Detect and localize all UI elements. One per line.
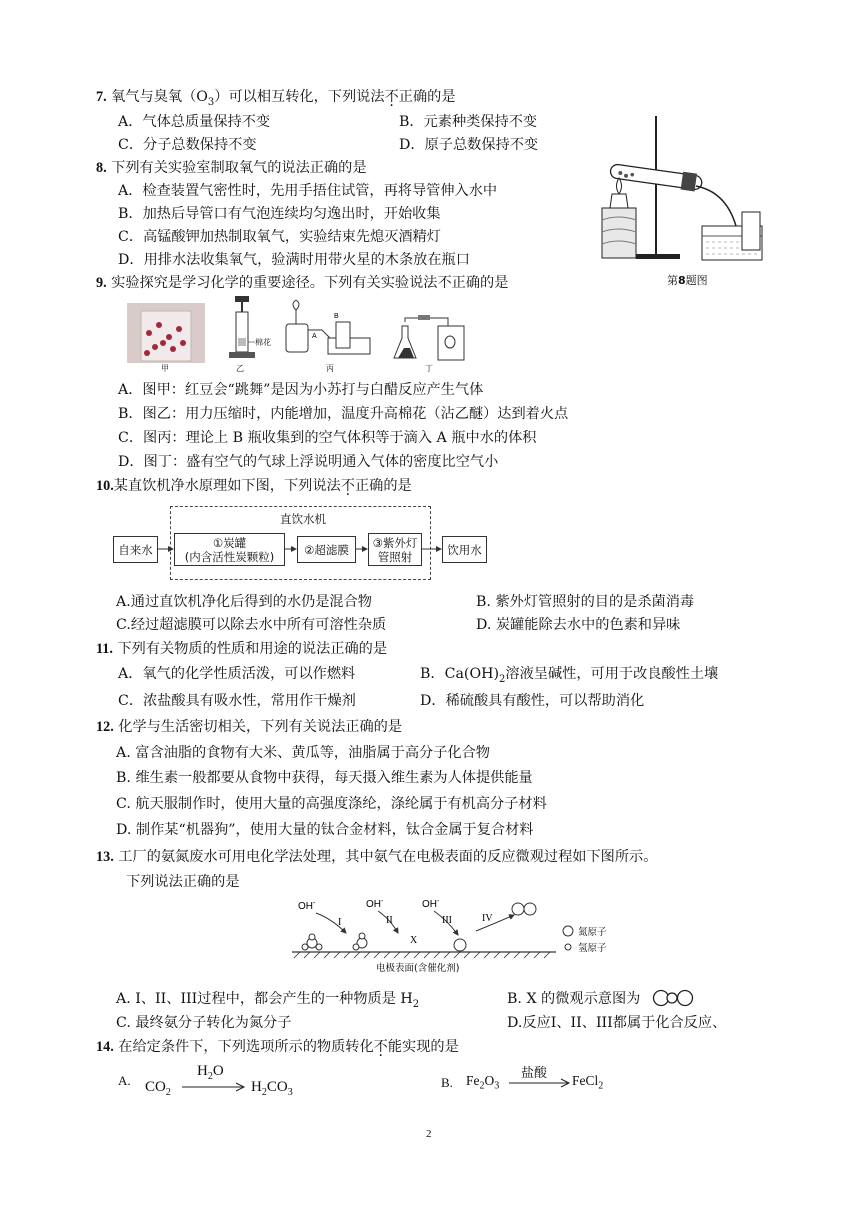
q12-option-d: D. 制作某“机器狗”，使用大量的钛合金材料，钛合金属于复合材料 [116,822,534,838]
q9-label-ding: 丁 [425,364,433,373]
q9-label-yi: 乙 [236,364,244,373]
q14-option-a-product: $H_2CO_3$ [251,1079,293,1098]
q11-stem: 11. 下列有关物质的性质和用途的说法正确的是 [96,641,388,657]
q10-flow-tap-water: 自来水 [113,536,158,563]
q7-option-c: C．分子总数保持不变 [118,137,257,153]
q13-option-d: D.反应I、II、III都属于化合反应、 [507,1015,727,1031]
q14-option-b-product: FeCl$_2$ [572,1073,604,1092]
q7-stem: 7. 氧气与臭氧$(O_3)$可以相互转化，下列说法不正确的是 [96,89,456,108]
q9-figure-yi [227,294,277,362]
q13-option-c: C. 最终氨分子转化为氮分子 [116,1015,292,1031]
q10-flow-arrows [158,543,448,555]
q12-option-c: C. 航天服制作时，使用大量的高强度涤纶，涤纶属于有机高分子材料 [116,796,547,812]
q9-stem: 9. 实验探究是学习化学的重要途径。下列有关实验说法不正确的是 [96,275,509,291]
q8-stem: 8. 下列有关实验室制取氧气的说法正确的是 [96,160,367,176]
q8-option-b: B．加热后导管口有气泡连续均匀逸出时，开始收集 [118,206,441,222]
q9-option-c: C．图丙：理论上 B 瓶收集到的空气体积等于滴入 A 瓶中水的体积 [118,430,537,446]
q14-stem: 14. 在给定条件下，下列选项所示的物质转化不能实现的是 [96,1039,459,1055]
q9-option-b: B．图乙：用力压缩时，内能增加，温度升高棉花（沾乙醚）达到着火点 [118,406,569,422]
q13-oh-2: OH- [366,898,384,910]
q14-option-b-arrow [509,1078,571,1088]
q12-stem: 12. 化学与生活密切相关，下列有关说法正确的是 [96,719,403,735]
q14-option-a-label: A. [118,1073,131,1088]
q9-label-cotton: 棉花 [255,338,271,347]
q13-oh-3: OH- [422,898,440,910]
q14-option-b-label: B. [441,1075,453,1090]
q9-label-bottle-a: A [312,333,317,340]
q8-option-d: D．用排水法收集氧气，验满时用带火星的木条放在瓶口 [118,252,470,268]
q10-option-a: A.通过直饮机净化后得到的水仍是混合物 [116,594,372,610]
q11-option-d: D．稀硫酸具有酸性，可以帮助消化 [420,693,645,709]
q14-option-a-reactant: $CO_2$ [145,1079,171,1098]
q11-option-b: B．$Ca(OH)_2$溶液呈碱性，可用于改良酸性土壤 [420,666,719,685]
q8-option-a: A．检查装置气密性时，先用手捂住试管，再将导管伸入水中 [118,183,498,199]
q7-option-d: D．原子总数保持不变 [399,137,539,153]
q9-figure-ding [384,314,470,362]
q10-flow-carbon-tank: ①炭罐 (内含活性炭颗粒) [174,533,285,566]
q10-stem: 10.某直饮机净水原理如下图，下列说法不正确的是 [96,478,412,494]
q8-option-c: C．高锰酸钾加热制取氧气，实验结束先熄灭酒精灯 [118,229,441,245]
q13-step-2: II [386,915,393,926]
q13-legend-hydrogen: 氢原子 [578,943,607,954]
q12-option-a: A. 富含油脂的食物有大米、黄瓜等，油脂属于高分子化合物 [116,745,490,761]
q9-option-a: A．图甲：红豆会“跳舞”是因为小苏打与白醋反应产生气体 [118,382,484,398]
q11-option-c: C．浓盐酸具有吸水性，常用作干燥剂 [118,693,356,709]
q10-option-b: B. 紫外灯管照射的目的是杀菌消毒 [476,594,695,610]
q13-x-label: X [410,935,418,946]
q14-option-a-condition: $H_2O$ [197,1063,224,1082]
q13-option-b: B. X 的微观示意图为 [507,991,641,1007]
q9-figure-jia-photo [127,303,205,363]
q10-flow-ultrafiltration: ②超滤膜 [297,536,356,563]
q9-label-bing: 丙 [326,364,334,373]
q10-flow-drinking-water: 饮用水 [442,536,487,563]
q13-stem-line2: 下列说法正确的是 [126,874,240,890]
q10-option-c: C.经过超滤膜可以除去水中所有可溶性杂质 [116,617,387,633]
q10-flow-uv-lamp: ③紫外灯 管照射 [368,533,422,566]
q12-option-b: B. 维生素一般都要从食物中获得，每天摄入维生素为人体提供能量 [116,770,533,786]
q11-option-a: A．氧气的化学性质活泼，可以作燃料 [118,666,356,682]
q13-option-a: A. I、II、III过程中，都会产生的一种物质是 $H_2$ [116,991,420,1010]
q13-option-b-molecule [652,988,696,1008]
q13-step-1: I [338,917,342,928]
q8-apparatus-figure [596,108,766,266]
q13-stem-line1: 13. 工厂的氨氮废水可用电化学法处理，其中氨气在电极表面的反应微观过程如下图所示。 [96,849,658,865]
q13-surface-label: 电极表面(含催化剂) [376,963,460,974]
q7-option-b: B．元素种类保持不变 [399,114,538,130]
q14-option-b-condition: 盐酸 [521,1066,548,1081]
q13-step-3: III [442,915,452,926]
q10-option-d: D. 炭罐能除去水中的色素和异味 [476,617,681,633]
page-number: 2 [426,1128,432,1140]
q13-legend-nitrogen: 氮原子 [578,927,607,938]
q8-figure-caption: 第8题图 [667,274,708,287]
q13-step-4: IV [482,913,493,924]
q10-flow-group-title: 直饮水机 [280,512,326,526]
q9-label-jia: 甲 [161,364,169,373]
q13-reaction-diagram [286,895,626,975]
q9-figure-bing [282,294,378,362]
q14-option-a-arrow [182,1082,246,1092]
q9-option-d: D．图丁：盛有空气的气球上浮说明通入气体的密度比空气小 [118,454,499,470]
q7-option-a: A．气体总质量保持不变 [118,114,271,130]
q13-oh-1: OH- [298,900,316,912]
q9-label-bottle-b: B [334,313,339,320]
q14-option-b-reactant: $Fe_2O_3$ [466,1073,500,1092]
